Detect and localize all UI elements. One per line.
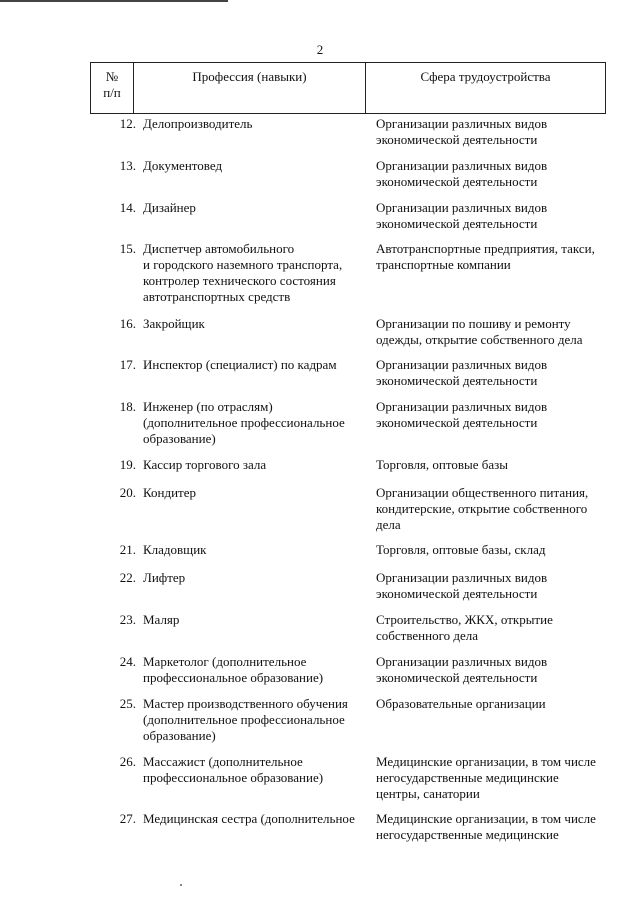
row-number: 18. <box>119 399 136 414</box>
row-sphere: Организации различных видов экономической деятельности <box>376 158 548 189</box>
row-sphere: Медицинские организации, в том числе негосударственные медицинские <box>376 811 596 842</box>
header-profession: Профессия (навыки) <box>134 63 366 113</box>
scan-speck <box>180 884 182 886</box>
row-sphere: Организации различных видов экономической деятельности <box>376 399 548 430</box>
row-number: 12. <box>119 116 136 131</box>
row-sphere: Организации различных видов экономической деятельности <box>376 570 548 601</box>
row-number: 16. <box>119 316 136 331</box>
row-sphere: Организации различных видов экономической деятельности <box>376 357 548 388</box>
row-sphere: Организации различных видов экономической деятельности <box>376 200 548 231</box>
row-profession: Кассир торгового зала <box>143 457 267 472</box>
row-number: 22. <box>119 570 136 585</box>
row-sphere: Организации общественного питания, кондитерские, открытие собственного дела <box>376 485 589 532</box>
header-sphere: Сфера трудоустройства <box>420 69 551 84</box>
header-number: № п/п <box>91 63 134 113</box>
row-sphere: Строительство, ЖКХ, открытие собственного дела <box>376 612 553 643</box>
row-profession: Кладовщик <box>143 542 207 557</box>
row-number: 23. <box>119 612 136 627</box>
page-number: 2 <box>316 42 324 57</box>
row-profession: Делопроизводитель <box>143 116 253 131</box>
row-profession: Документовед <box>143 158 223 173</box>
row-profession: Маркетолог (дополнительное профессиональное образование) <box>143 654 324 685</box>
row-profession: Кондитер <box>143 485 197 500</box>
row-sphere: Организации различных видов экономической деятельности <box>376 116 548 147</box>
row-profession: Диспетчер автомобильного и городского наземного транспорта, контролер технического состояния автотранспортных средств <box>143 241 343 304</box>
row-number: 21. <box>119 542 136 557</box>
row-profession: Дизайнер <box>143 200 196 215</box>
row-number: 20. <box>119 485 136 500</box>
row-number: 17. <box>119 357 136 372</box>
row-number: 27. <box>119 811 136 826</box>
top-rule <box>0 0 228 2</box>
row-profession: Инженер (по отраслям) (дополнительное профессиональное образование) <box>143 399 345 446</box>
row-profession: Закройщик <box>143 316 205 331</box>
row-number: 13. <box>119 158 136 173</box>
row-sphere: Торговля, оптовые базы, склад <box>376 542 546 557</box>
row-number: 26. <box>119 754 136 769</box>
row-profession: Медицинская сестра (дополнительное <box>143 811 355 826</box>
row-sphere: Торговля, оптовые базы <box>376 457 509 472</box>
row-sphere: Организации различных видов экономической деятельности <box>376 654 548 685</box>
row-number: 14. <box>119 200 136 215</box>
row-number: 24. <box>119 654 136 669</box>
row-number: 19. <box>119 457 136 472</box>
row-profession: Инспектор (специалист) по кадрам <box>143 357 337 372</box>
row-profession: Лифтер <box>143 570 186 585</box>
row-number: 25. <box>119 696 136 711</box>
row-profession: Массажист (дополнительное профессиональное образование) <box>143 754 324 785</box>
table-header <box>90 62 606 114</box>
row-number: 15. <box>119 241 136 256</box>
row-sphere: Медицинские организации, в том числе негосударственные медицинские центры, санатории <box>376 754 596 801</box>
row-sphere: Образовательные организации <box>376 696 546 711</box>
row-sphere: Автотранспортные предприятия, такси, транспортные компании <box>376 241 595 272</box>
row-sphere: Организации по пошиву и ремонту одежды, открытие собственного дела <box>376 316 583 347</box>
row-profession: Мастер производственного обучения (дополнительное профессиональное образование) <box>143 696 348 743</box>
row-profession: Маляр <box>143 612 180 627</box>
